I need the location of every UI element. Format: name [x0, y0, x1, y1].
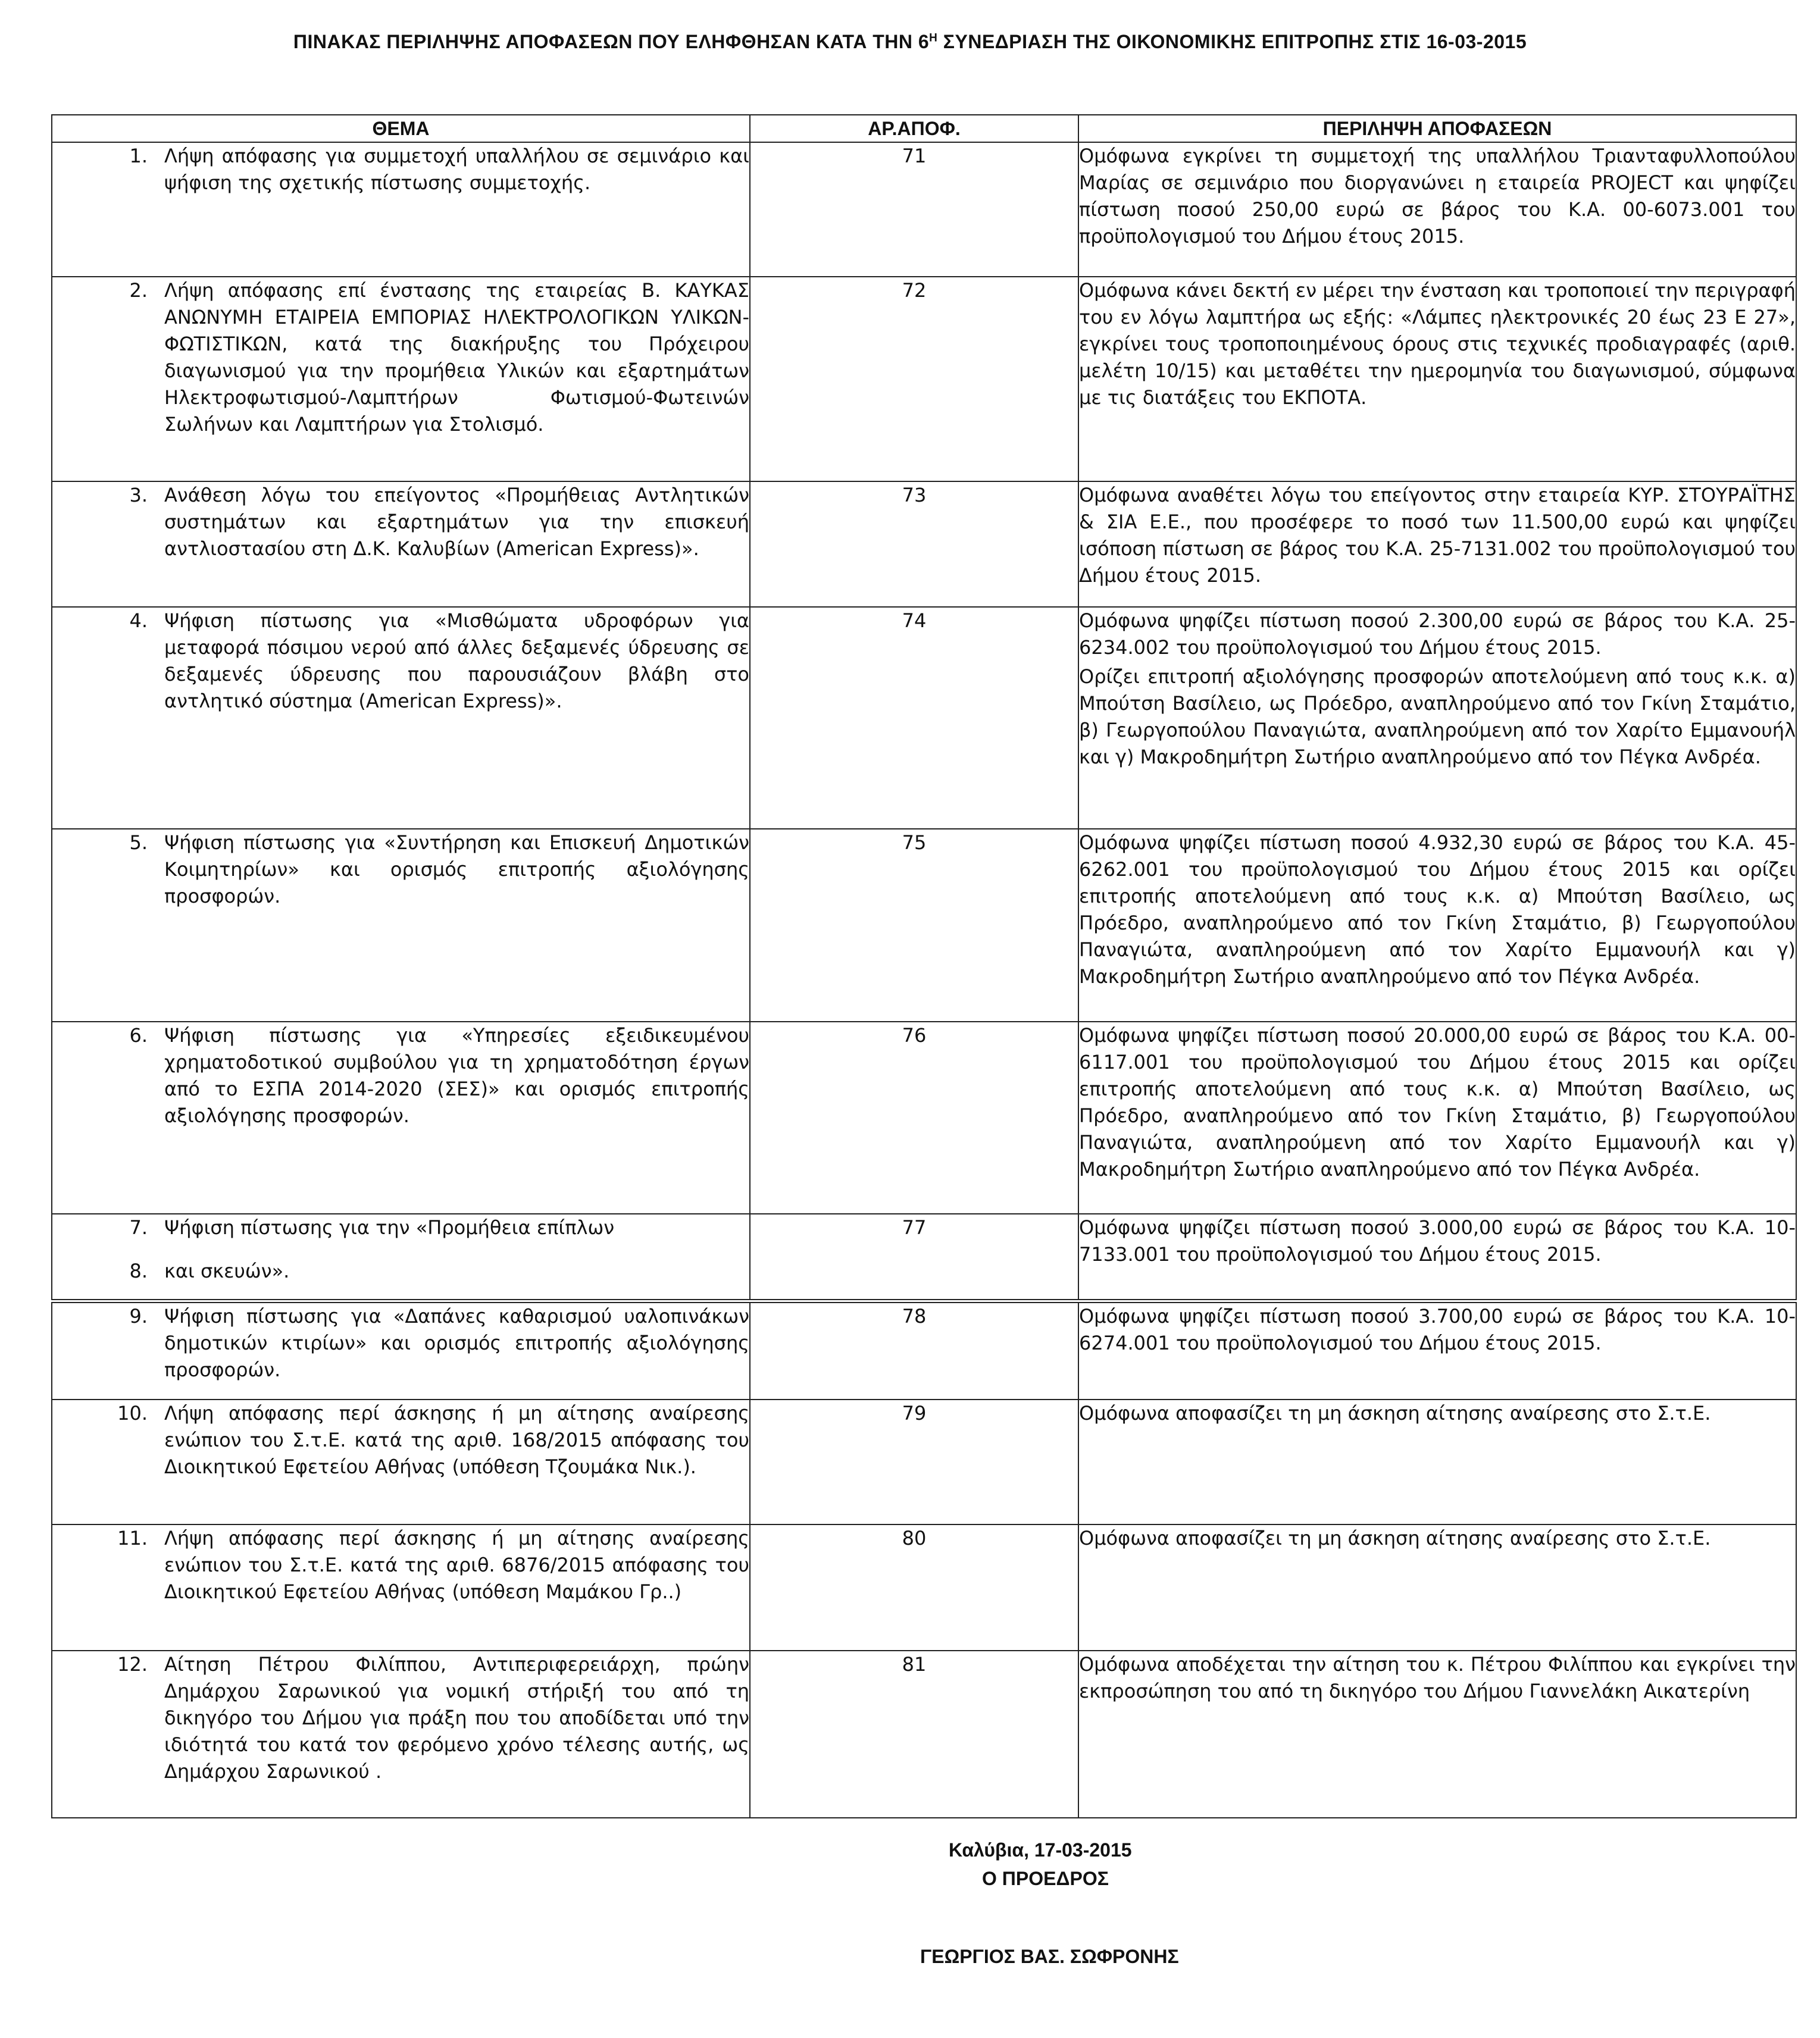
topic-text: Λήψη απόφασης περί άσκησης ή μη αίτησης αναίρεσης ενώπιον του Σ.τ.Ε. κατά της αριθ. 6876/2015 απόφασης του Διοικητικού Εφετείου Αθήνας (υπόθεση Μαμάκου Γρ..): [164, 1527, 749, 1603]
topic-text: Ανάθεση λόγω του επείγοντος «Προμήθειας Αντλητικών συστημάτων και εξαρτημάτων για την επισκευή αντλιοστασίου στη Δ.Κ. Καλυβίων (American Express)».: [164, 484, 749, 560]
topic-cell: [52, 481, 750, 607]
topic-text: Λήψη απόφασης περί άσκησης ή μη αίτησης αναίρεσης ενώπιον του Σ.τ.Ε. κατά της αριθ. 168/2015 απόφασης του Διοικητικού Εφετείου Αθήνας (υπόθεση Τζουμάκα Νικ.).: [164, 1402, 749, 1478]
topic-text: Αίτηση Πέτρου Φιλίππου, Αντιπεριφερειάρχη, πρώην Δημάρχου Σαρωνικού για νομική στήριξή του από τη δικηγόρο του Δήμου για πράξη που του αποδίδεται υπό την ιδιότητά του κατά τον φερόμενο χρόνο τέλεσης αυτής, ως Δημάρχου Σαρωνικού .: [164, 1653, 749, 1783]
summary-cell: [1078, 607, 1796, 829]
table-row: [52, 607, 1796, 829]
decision-number: 73: [750, 481, 1078, 607]
summary-text-continued: Ορίζει επιτροπή αξιολόγησης προσφορών αποτελούμενη από τους κ.κ. α) Μπούτση Βασίλειο, ως Πρόεδρο, αναπληρούμενο από τον Γκίνη Σταμάτιο, β) Γεωργοπούλου Παναγιώτα, αναπληρούμενη από τον Χαρίτο Εμμανουήλ και γ) Μακροδημήτρη Σωτήριο αναπληρούμενο από τον Πέγκα Ανδρέα.: [1079, 665, 1796, 768]
topic-text: Λήψη απόφασης επί ένστασης της εταιρείας Β. ΚΑΥΚΑΣ ΑΝΩΝΥΜΗ ΕΤΑΙΡΕΙΑ ΕΜΠΟΡΙΑΣ ΗΛΕΚΤΡΟΛΟΓΙΚΩΝ ΥΛΙΚΩΝ-ΦΩΤΙΣΤΙΚΩΝ, κατά της διακήρυξης του Πρόχειρου διαγωνισμού για την προμήθεια Υλικών και εξαρτημάτων Ηλεκτροφωτισμού-Λαμπτήρων Φωτισμού-Φωτεινών Σωλήνων και Λαμπτήρων για Στολισμό.: [164, 279, 749, 436]
header-decision-number: ΑΡ.ΑΠΟΦ.: [750, 115, 1078, 142]
table-row: [52, 277, 1796, 481]
item-number: 2.: [129, 279, 148, 302]
summary-text: Ομόφωνα ψηφίζει πίστωση ποσού 3.700,00 ευρώ σε βάρος του Κ.Α. 10-6274.001 του προϋπολογισμού του Δήμου έτους 2015.: [1078, 1301, 1796, 1400]
decision-number: 81: [750, 1651, 1078, 1818]
topic-text: Ψήφιση πίστωσης για «Υπηρεσίες εξειδικευμένου χρηματοδοτικού συμβούλου για τη χρηματοδότηση έργων από το ΕΣΠΑ 2014-2020 (ΣΕΣ)» και ορισμός επιτροπής αξιολόγησης προσφορών.: [164, 1024, 749, 1127]
table-row: [52, 1022, 1796, 1214]
topic-text: Ψήφιση πίστωσης για «Μισθώματα υδροφόρων για μεταφορά πόσιμου νερού από άλλες δεξαμενές ύδρευσης σε δεξαμενές ύδρευσης που παρουσιάζουν βλάβη στο αντλητικό σύστημα (American Express)».: [164, 609, 749, 712]
summary-text: Ομόφωνα ψηφίζει πίστωση ποσού 3.000,00 ευρώ σε βάρος του Κ.Α. 10-7133.001 του προϋπολογισμού του Δήμου έτους 2015.: [1078, 1214, 1796, 1301]
topic-cell: [52, 829, 750, 1022]
summary-text: Ομόφωνα ψηφίζει πίστωση ποσού 20.000,00 ευρώ σε βάρος του Κ.Α. 00-6117.001 του προϋπολογισμού του Δήμου έτους 2015 και ορίζει επιτροπής αποτελούμενη από τους κ.κ. α) Μπούτση Βασίλειο, ως Πρόεδρο, αναπληρούμενο από τον Γκίνη Σταμάτιο, β) Γεωργοπούλου Παναγιώτα, αναπληρούμενη από τον Χαρίτο Εμμανουήλ και γ) Μακροδημήτρη Σωτήριο αναπληρούμενο από τον Πέγκα Ανδρέα.: [1078, 1022, 1796, 1214]
item-number: 6.: [129, 1024, 148, 1047]
summary-text: Ομόφωνα αποφασίζει τη μη άσκηση αίτησης αναίρεσης στο Σ.τ.Ε.: [1078, 1400, 1796, 1524]
summary-text: Ομόφωνα εγκρίνει τη συμμετοχή της υπαλλήλου Τριανταφυλλοπούλου Μαρίας σε σεμινάριο που διοργανώνει η εταιρεία PROJECT και ψηφίζει πίστωση ποσού 250,00 ευρώ σε βάρος του Κ.Α. 00-6073.001 του προϋπολογισμού του Δήμου έτους 2015.: [1078, 142, 1796, 277]
summary-text: Ομόφωνα αποφασίζει τη μη άσκηση αίτησης αναίρεσης στο Σ.τ.Ε.: [1078, 1524, 1796, 1651]
item-number: 10.: [117, 1402, 148, 1425]
table-row: [52, 1214, 1796, 1301]
item-number: 1.: [129, 145, 148, 167]
document-title: [0, 31, 1820, 53]
table-row: [52, 1651, 1796, 1818]
signatory-name: ΓΕΩΡΓΙΟΣ ΒΑΣ. ΣΩΦΡΟΝΗΣ: [920, 1946, 1179, 1967]
decision-number: 72: [750, 277, 1078, 481]
summary-text: Ομόφωνα αποδέχεται την αίτηση του κ. Πέτρου Φιλίππου και εγκρίνει την εκπροσώπηση του από τη δικηγόρο του Δήμου Γιαννελάκη Αικατερίνη: [1078, 1651, 1796, 1818]
table-row: [52, 1400, 1796, 1524]
table-row: [52, 142, 1796, 277]
decision-number: 74: [750, 607, 1078, 829]
header-topic: ΘΕΜΑ: [52, 115, 750, 142]
decision-number: 75: [750, 829, 1078, 1022]
topic-cell: [52, 1214, 750, 1301]
item-number: 7.: [129, 1216, 148, 1239]
decision-number: 80: [750, 1524, 1078, 1651]
decision-number: 78: [750, 1301, 1078, 1400]
item-number: 3.: [129, 484, 148, 506]
decisions-table: [51, 114, 1797, 1818]
item-number: 4.: [129, 609, 148, 632]
topic-text: Ψήφιση πίστωσης για την «Προμήθεια επίπλων: [164, 1216, 615, 1239]
item-number: 11.: [117, 1527, 148, 1549]
item-number: 8.: [129, 1260, 148, 1282]
title-superscript: Η: [929, 32, 938, 45]
table-row: [52, 1524, 1796, 1651]
topic-text: Λήψη απόφασης για συμμετοχή υπαλλήλου σε σεμινάριο και ψήφιση της σχετικής πίστωσης συμμετοχής.: [164, 145, 749, 194]
place-date: Καλύβια, 17-03-2015: [949, 1839, 1132, 1861]
topic-text-continued: και σκευών».: [164, 1260, 290, 1282]
summary-text: Ομόφωνα ψηφίζει πίστωση ποσού 2.300,00 ευρώ σε βάρος του Κ.Α. 25-6234.002 του προϋπολογισμού του Δήμου έτους 2015.: [1079, 609, 1796, 659]
item-number: 5.: [129, 831, 148, 854]
title-main: ΠΙΝΑΚΑΣ ΠΕΡΙΛΗΨΗΣ ΑΠΟΦΑΣΕΩΝ ΠΟΥ ΕΛΗΦΘΗΣΑΝ ΚΑΤΑ ΤΗΝ 6: [293, 31, 930, 52]
topic-cell: [52, 1524, 750, 1651]
title-rest: ΣΥΝΕΔΡΙΑΣΗ ΤΗΣ ΟΙΚΟΝΟΜΙΚΗΣ ΕΠΙΤΡΟΠΗΣ ΣΤΙΣ 16-03-2015: [937, 31, 1527, 52]
topic-text: Ψήφιση πίστωσης για «Δαπάνες καθαρισμού υαλοπινάκων δημοτικών κτιρίων» και ορισμός επιτροπής αξιολόγησης προσφορών.: [164, 1304, 749, 1381]
table-row: [52, 481, 1796, 607]
summary-text: Ομόφωνα ψηφίζει πίστωση ποσού 4.932,30 ευρώ σε βάρος του Κ.Α. 45-6262.001 του προϋπολογισμού του Δήμου έτους 2015 και ορίζει επιτροπής αποτελούμενη από τους κ.κ. α) Μπούτση Βασίλειο, ως Πρόεδρο, αναπληρούμενο από τον Γκίνη Σταμάτιο, β) Γεωργοπούλου Παναγιώτα, αναπληρούμενη από τον Χαρίτο Εμμανουήλ και γ) Μακροδημήτρη Σωτήριο αναπληρούμενο από τον Πέγκα Ανδρέα.: [1078, 829, 1796, 1022]
decision-number: 76: [750, 1022, 1078, 1214]
topic-cell: [52, 277, 750, 481]
topic-cell: [52, 142, 750, 277]
table-row: [52, 1301, 1796, 1400]
summary-text: Ομόφωνα αναθέτει λόγω του επείγοντος στην εταιρεία ΚΥΡ. ΣΤΟΥΡΑΪΤΗΣ & ΣΙΑ Ε.Ε., που προσέφερε το ποσό των 11.500,00 ευρώ και ψηφίζει ισόποση πίστωση σε βάρος του Κ.Α. 25-7131.002 του προϋπολογισμού του Δήμου έτους 2015.: [1078, 481, 1796, 607]
topic-cell: [52, 1400, 750, 1524]
topic-cell: [52, 1651, 750, 1818]
item-number: 9.: [129, 1304, 148, 1328]
table-header-row: [52, 115, 1796, 142]
header-summary: ΠΕΡΙΛΗΨΗ ΑΠΟΦΑΣΕΩΝ: [1078, 115, 1796, 142]
topic-text: Ψήφιση πίστωσης για «Συντήρηση και Επισκευή Δημοτικών Κοιμητηρίων» και ορισμός επιτροπής αξιολόγησης προσφορών.: [164, 831, 749, 907]
topic-cell: [52, 1022, 750, 1214]
summary-text: Ομόφωνα κάνει δεκτή εν μέρει την ένσταση και τροποποιεί την περιγραφή του εν λόγω λαμπτήρα ως εξής: «Λάμπες ηλεκτρονικές 20 έως 23 Ε 27», εγκρίνει τους τροποποιημένους όρους στις τεχνικές προδιαγραφές (αριθ. μελέτη 10/15) και μεταθέτει την ημερομηνία του διαγωνισμού, σύμφωνα με τις διατάξεις του ΕΚΠΟΤΑ.: [1078, 277, 1796, 481]
decision-number: 77: [750, 1214, 1078, 1301]
president-role: Ο ΠΡΟΕΔΡΟΣ: [982, 1868, 1109, 1889]
table-row: [52, 829, 1796, 1022]
item-number: 12.: [117, 1653, 148, 1676]
decision-number: 71: [750, 142, 1078, 277]
topic-cell: [52, 607, 750, 829]
topic-cell: [52, 1301, 750, 1400]
decision-number: 79: [750, 1400, 1078, 1524]
